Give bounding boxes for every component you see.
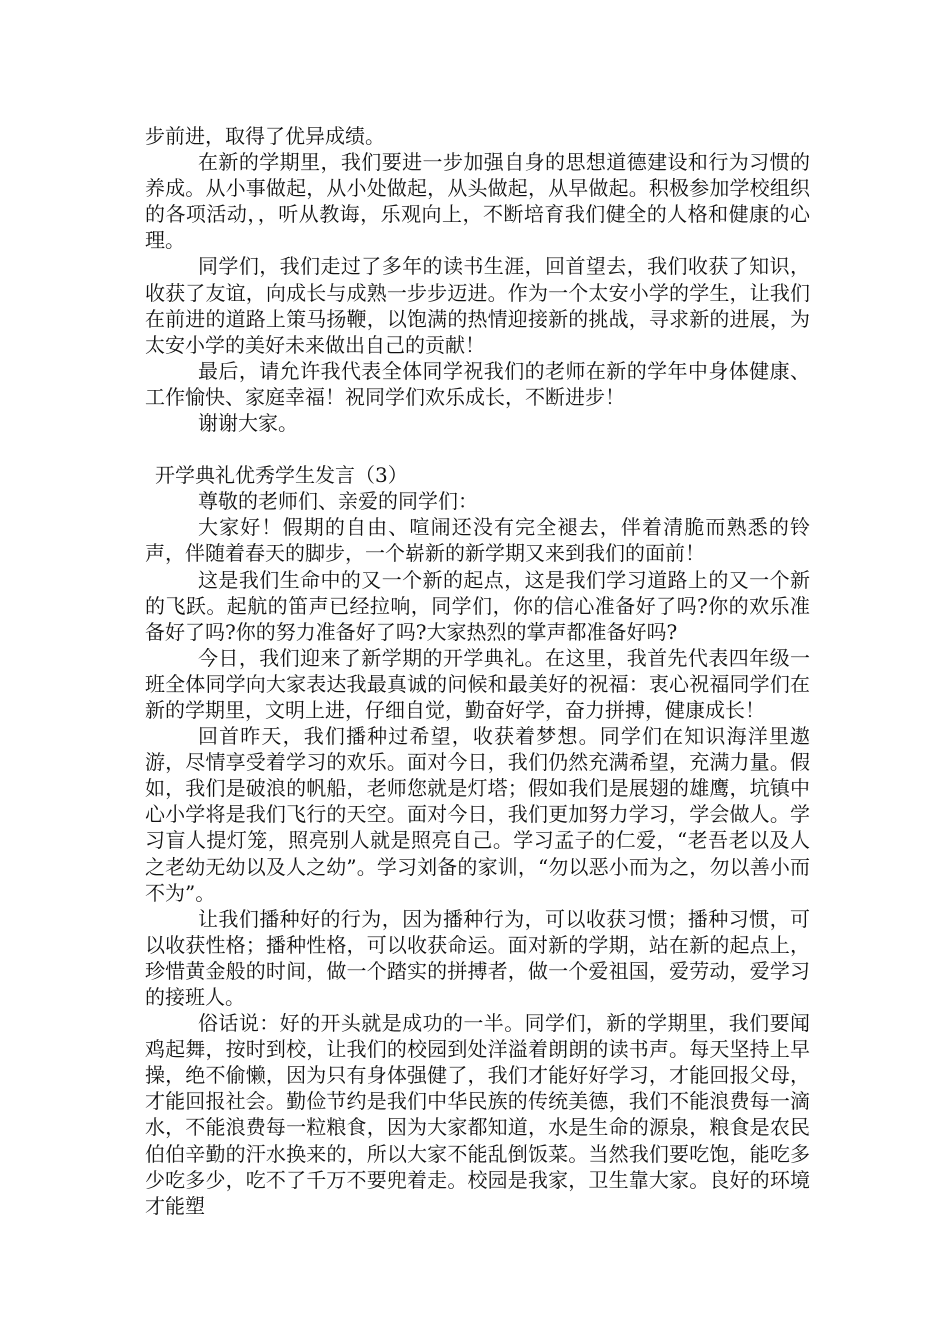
document-page: [145, 123, 810, 1219]
paragraph-continuation: 步前进，取得了优异成绩。: [145, 124, 385, 148]
paragraph-greeting: 尊敬的老师们、亲爱的同学们：: [198, 489, 478, 514]
paragraph-closing-wishes: 最后，请允许我代表全体同学祝我们的老师在新的学年中身体健康、工作愉快、家庭幸福！祝同学们欢乐成长，不断进步！: [145, 358, 810, 409]
section-heading: 开学典礼优秀学生发言（3）: [155, 463, 408, 488]
paragraph-moral-development: 在新的学期里，我们要进一步加强自身的思想道德建设和行为习惯的养成。从小事做起，从小处做起，从头做起，从早做起。积极参加学校组织的各项活动，，听从教诲，乐观向上，不断培育我们健全的人格和健康的心理。: [145, 150, 810, 253]
paragraph-good-start: 俗话说：好的开头就是成功的一半。同学们，新的学期里，我们要闻鸡起舞，按时到校，让我们的校园到处洋溢着朗朗的读书声。每天坚持上早操，绝不偷懒，因为只有身体强健了，我们才能好好学习，才能回报父母，才能回报社会。勤俭节约是我们中华民族的传统美德，我们不能浪费每一滴水，不能浪费每一粒粮食，因为大家都知道，水是生命的源泉，粮食是农民伯伯辛勤的汗水换来的，所以大家不能乱倒饭菜。当然我们要吃饱，能吃多少吃多少，吃不了千万不要兜着走。校园是我家，卫生靠大家。良好的环境才能塑: [145, 1011, 810, 1218]
paragraph-reflection: 同学们，我们走过了多年的读书生涯，回首望去，我们收获了知识，收获了友谊，向成长与成熟一步步迈进。作为一个太安小学的学生，让我们在前进的道路上策马扬鞭，以饱满的热情迎接新的挑战，寻求新的进展，为太安小学的美好未来做出自己的贡献！: [145, 254, 810, 357]
paragraph-new-starting-point: 这是我们生命中的又一个新的起点，这是我们学习道路上的又一个新的飞跃。起航的笛声已经拉响，同学们，你的信心准备好了吗?你的欢乐准备好了吗?你的努力准备好了吗?大家热烈的掌声都准备好吗?: [145, 567, 810, 644]
paragraph-sow-behavior: 让我们播种好的行为，因为播种行为，可以收获习惯；播种习惯，可以收获性格；播种性格，可以收获命运。面对新的学期，站在新的起点上，珍惜黄金般的时间，做一个踏实的拼搏者，做一个爱祖国，爱劳动，爱学习的接班人。: [145, 906, 810, 1009]
paragraph-looking-back: 回首昨天，我们播种过希望，收获着梦想。同学们在知识海洋里遨游，尽情享受着学习的欢乐。面对今日，我们仍然充满希望，充满力量。假如，我们是破浪的帆船，老师您就是灯塔；假如我们是展翅的雄鹰，坑镇中心小学将是我们飞行的天空。面对今日，我们更加努力学习，学会做人。学习盲人提灯笼，照亮别人就是照亮自己。学习孟子的仁爱，“老吾老以及人之老幼无幼以及人之幼”。学习刘备的家训，“勿以恶小而为之，勿以善小而不为”。: [145, 724, 810, 905]
paragraph-thanks: 谢谢大家。: [198, 411, 298, 436]
paragraph-opening-ceremony: 今日，我们迎来了新学期的开学典礼。在这里，我首先代表四年级一班全体同学向大家表达我最真诚的问候和最美好的祝福：衷心祝福同学们在新的学期里，文明上进，仔细自觉，勤奋好学，奋力拼搏，健康成长！: [145, 645, 810, 722]
paragraph-hello: 大家好！假期的自由、喧闹还没有完全褪去，伴着清脆而熟悉的铃声，伴随着春天的脚步，一个崭新的新学期又来到我们的面前！: [145, 515, 810, 566]
